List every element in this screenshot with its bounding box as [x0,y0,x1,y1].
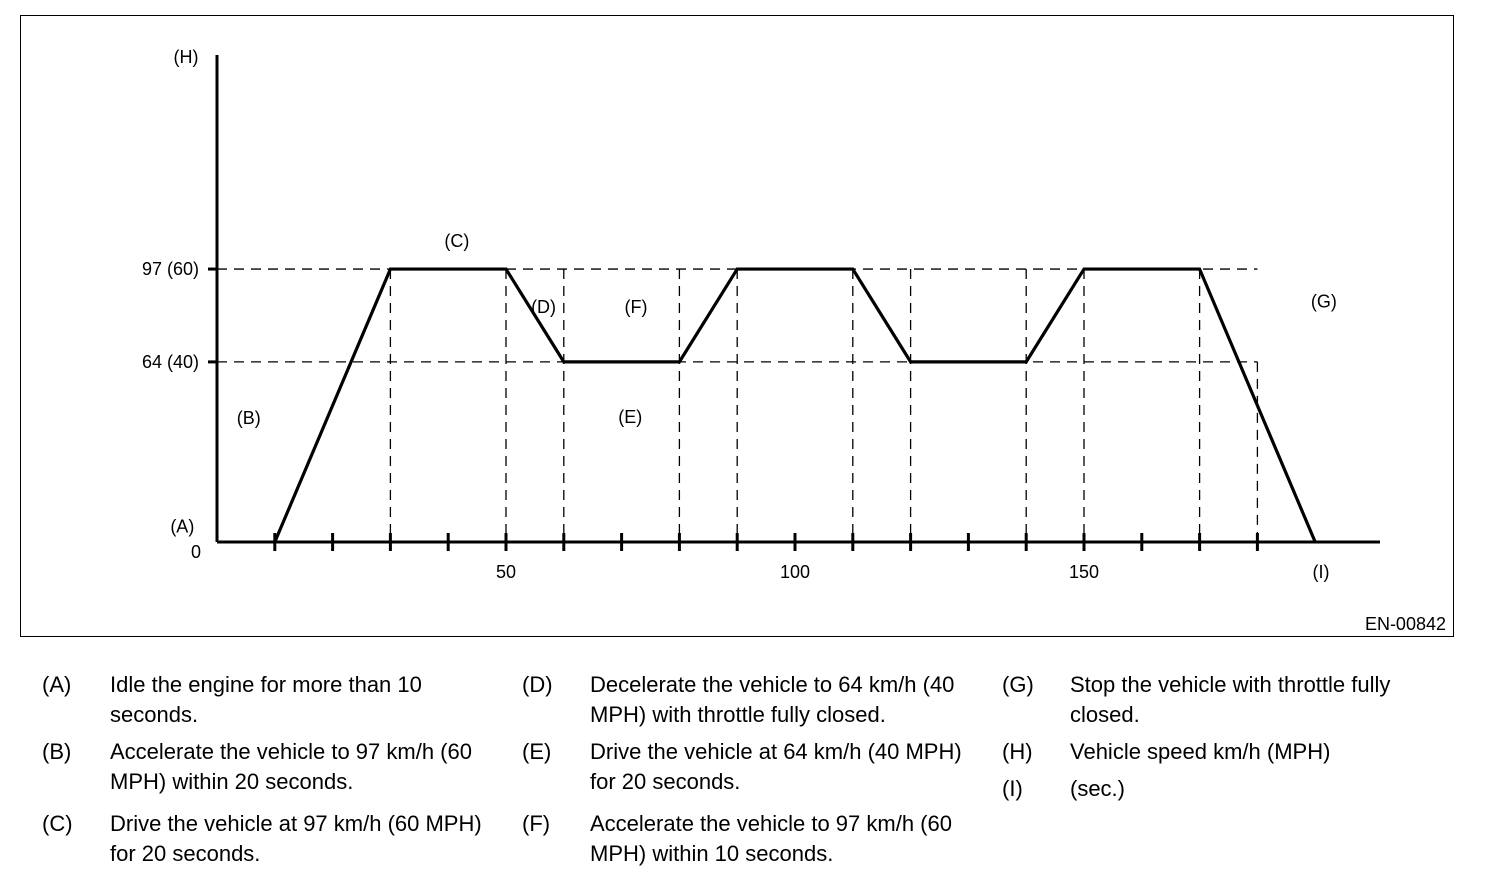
legend-description: Vehicle speed km/h (MPH) [1070,739,1331,764]
annotation-label: (E) [618,406,643,427]
legend-key: (G) [1002,672,1034,697]
legend-key: (D) [522,672,553,697]
legend-key: (C) [42,811,73,836]
annotation-label: (G) [1310,291,1337,312]
speed-profile-line [275,269,1315,542]
legend-key: (H) [1002,739,1033,764]
legend-description: Stop the vehicle with throttle fully closed. [1070,672,1391,727]
legend-description: Drive the vehicle at 97 km/h (60 MPH) for 20 seconds. [110,811,482,866]
annotation-label: (F) [624,297,648,318]
legend-description: Accelerate the vehicle to 97 km/h (60 MPH) within 20 seconds. [110,739,472,794]
legend-description: Accelerate the vehicle to 97 km/h (60 MPH) within 10 seconds. [590,811,952,866]
legend-description: Decelerate the vehicle to 64 km/h (40 MPH) with throttle fully closed. [590,672,955,727]
y-tick-label: 97 (60) [141,259,199,280]
x-tick-label: 50 [495,562,517,582]
legend-key: (A) [42,672,72,697]
legend-key: (B) [42,739,72,764]
x-tick-label: 150 [1068,562,1100,582]
legend-key: (I) [1002,776,1023,801]
annotation-label: (A) [170,516,195,537]
x-tick-label: 100 [779,562,811,582]
legend-key: (E) [522,739,552,764]
x-axis-label: (I) [1312,562,1330,582]
annotation-label: (B) [236,408,261,429]
origin-label: 0 [190,542,202,562]
legend-description: Idle the engine for more than 10 seconds. [110,672,422,727]
annotation-label: (C) [444,230,470,251]
y-tick-label: 64 (40) [141,351,199,372]
legend-description: (sec.) [1070,776,1125,801]
legend-key: (F) [522,811,551,836]
legend-description: Drive the vehicle at 64 km/h (40 MPH) for 20 seconds. [590,739,962,794]
annotation-label: (D) [531,297,557,318]
figure-id-label: EN-00842 [1364,614,1446,634]
y-axis-label: (H) [173,47,199,67]
